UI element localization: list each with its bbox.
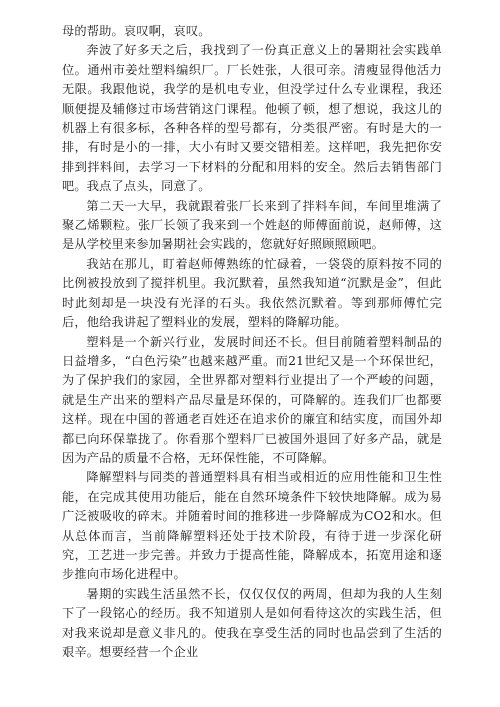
paragraph-observing-master: 我站在那儿，盯着赵师傅熟练的忙碌着，一袋袋的原料按不同的比例被投放到了搅拌机里。我沉默着，虽然我知道“沉默是金”，但此时此刻却是一块没有光泽的石头。我依然沉默着。等到那师傅忙完后，他给我讲起了塑料业的发展，塑料的降解功能。 xyxy=(62,256,442,330)
paragraph-reflection: 暑期的实践生活虽然不长，仅仅仅仅的两周，但却为我的人生刻下了一段铭心的经历。我不知道别人是如何看待这次的实践生活，但对我来说却是意义非凡的。使我在享受生活的同时也品尝到了生活的艰辛。想要经营一个企业 xyxy=(62,586,442,659)
paragraph-plastics-industry: 塑料是一个新兴行业，发展时间还不长。但目前随着塑料制品的日益增多，“白色污染”也越来越严重。而21世纪又是一个环保世纪，为了保护我们的家园，全世界都对塑料行业提出了一个严峻的问题，就是生产出来的塑料产品尽量是环保的，可降解的。连我们厂也都要这样。现在中国的普通老百姓还在追求价的廉宜和结实度，而国外却都已向环保靠拢了。你看那个塑料厂已被国外退回了好多产品，就是因为产品的质量不合格，无环保性能，不可降解。 xyxy=(62,334,442,465)
paragraph-factory-arrival: 奔波了好多天之后，我找到了一份真正意义上的暑期社会实践单位。通州市姜灶塑料编织厂。厂长姓张，人很可亲。清瘦显得他活力无限。我跟他说，我学的是机电专业，但没学过什么专业课程，我还顺便提及辅修过市场营销这门课程。他顿了顿，想了想说，我这儿的机器上有很多标，各种各样的型号都有，分类很严密。有时是大的一排，有时是小的一排，大小有时又要交错相差。这样吧，我先把你安排到拌料间，去学习一下材料的分配和用料的安全。然后去销售部门吧。我点了点头，同意了。 xyxy=(62,43,442,194)
paragraph-mixing-workshop: 第二天一大早，我就跟着张厂长来到了拌料车间，车间里堆满了聚乙烯颗粒。张厂长领了我来到一个姓赵的师傅面前说，赵师傅，这是从学校里来参加暑期社会实践的，您就好好照顾照顾吧。 xyxy=(62,198,442,252)
paragraph-degradable-plastics: 降解塑料与同类的普通塑料具有相当或相近的应用性能和卫生性能，在完成其使用功能后，能在自然环境条件下较快地降解。成为易广泛被吸收的碎末。并随着时间的推移进一步降解成为CO2和水。但从总体而言，当前降解塑料还处于技术阶段，有待于进一步深化研究，工艺进一步完善。并致力于提高性能，降解成本，拓宽用途和逐步推向市场化进程中。 xyxy=(62,470,442,582)
paragraph-continuation: 母的帮助。哀叹啊，哀叹。 xyxy=(62,24,211,38)
document-page xyxy=(62,22,442,662)
